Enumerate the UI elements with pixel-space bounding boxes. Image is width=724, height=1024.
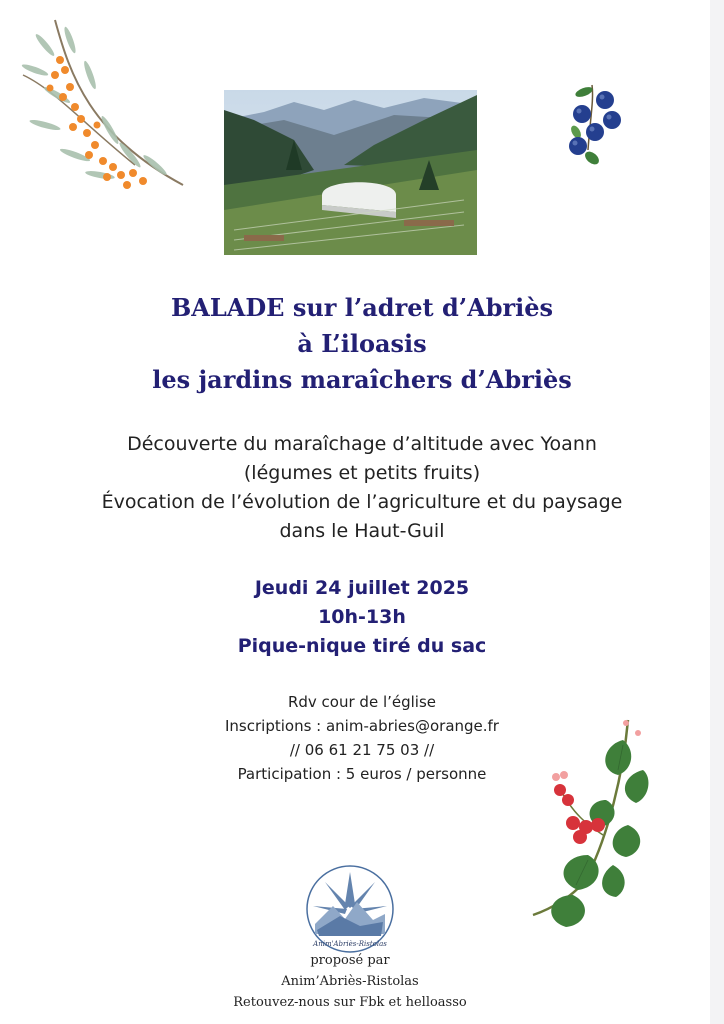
event-details	[0, 574, 724, 661]
event-description	[0, 430, 724, 546]
credits-line: proposé par	[310, 953, 390, 968]
title-line: BALADE sur l’adret d’Abriès	[170, 293, 554, 322]
association-logo-icon	[305, 864, 395, 954]
event-date: Jeudi 24 juillet 2025	[254, 577, 470, 599]
logo-text: Anim'Abriès-Ristolas	[313, 940, 387, 948]
description-line: Évocation de l’évolution de l’agriculture et du paysage	[101, 491, 623, 513]
credits-line: Retouvez-nous sur Fbk et helloasso	[233, 995, 467, 1010]
title-line: les jardins maraîchers d’Abriès	[152, 365, 572, 394]
description-line: (légumes et petits fruits)	[243, 462, 481, 484]
credits	[0, 950, 700, 1013]
event-title	[0, 290, 724, 398]
header-photo	[224, 90, 477, 255]
mountain-greenhouse-photo-icon	[224, 90, 477, 255]
event-lunch: Pique-nique tiré du sac	[237, 635, 487, 657]
registration-email: Inscriptions : anim-abries@orange.fr	[225, 717, 499, 735]
blueberries-icon	[562, 80, 632, 170]
event-time: 10h-13h	[318, 606, 406, 628]
description-line: Découverte du maraîchage d’altitude avec Yoann	[127, 433, 597, 455]
credits-line: Anim’Abriès-Ristolas	[281, 974, 419, 989]
title-line: à L’iloasis	[297, 329, 427, 358]
meeting-point: Rdv cour de l’église	[287, 693, 437, 711]
description-line: dans le Haut-Guil	[279, 520, 445, 542]
sea-buckthorn-branch-icon	[15, 15, 190, 200]
price: Participation : 5 euros / personne	[237, 765, 487, 783]
phone-number: // 06 61 21 75 03 //	[289, 741, 435, 759]
raspberry-branch-icon	[528, 715, 658, 935]
